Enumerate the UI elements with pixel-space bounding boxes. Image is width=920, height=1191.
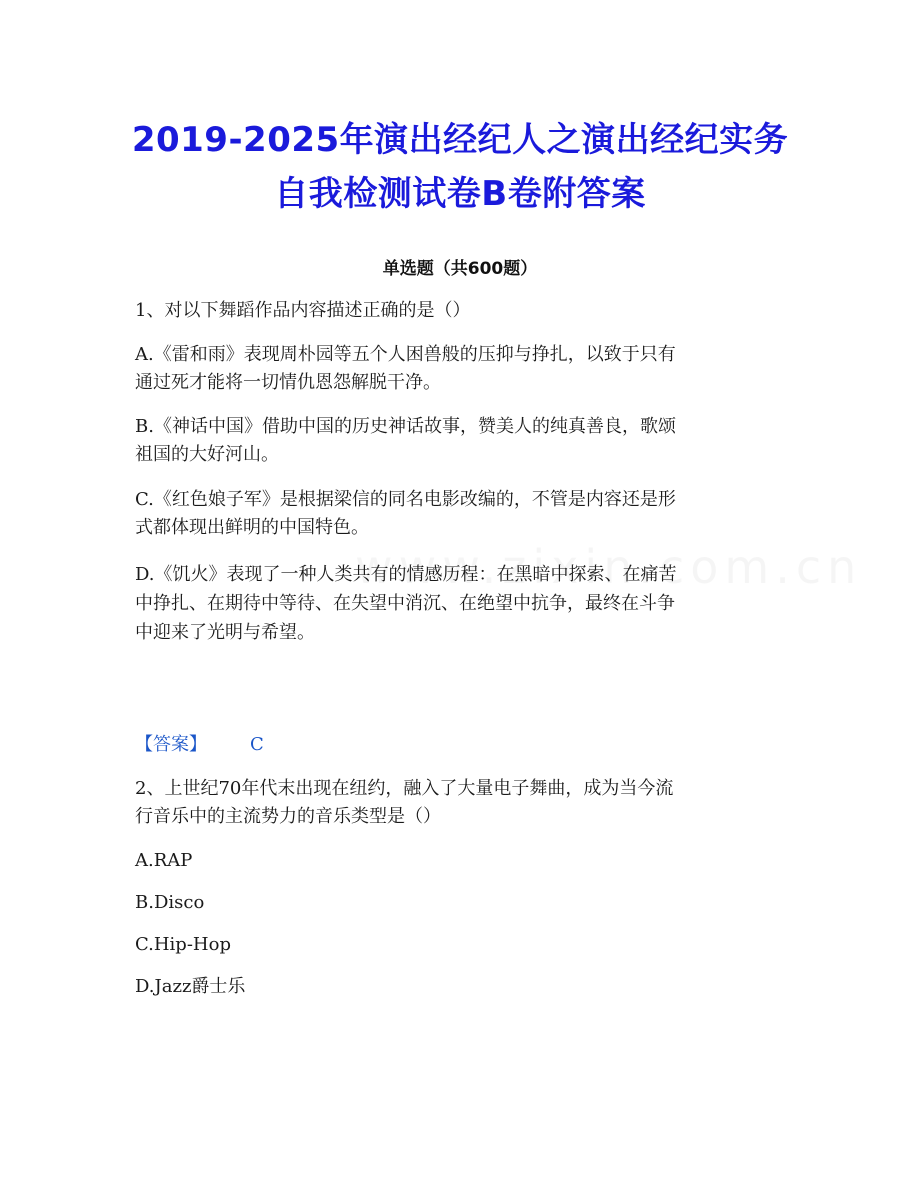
question-2-option-a: A.RAP (135, 850, 193, 871)
question-1-stem: 1、对以下舞蹈作品内容描述正确的是（） (135, 300, 471, 321)
question-1-option-d: D.《饥火》表现了一种人类共有的情感历程：在黑暗中探索、在痛苦 (135, 564, 677, 585)
question-1-option-c-cont: 式都体现出鲜明的中国特色。 (135, 517, 369, 538)
document-title-line-2: 自我检测试卷B卷附答案 (274, 174, 646, 214)
question-2-option-d: D.Jazz爵士乐 (135, 976, 246, 997)
question-2-stem-cont: 行音乐中的主流势力的音乐类型是（） (135, 806, 441, 827)
question-1-option-b: B.《神话中国》借助中国的历史神话故事，赞美人的纯真善良，歌颂 (135, 416, 676, 437)
question-1-option-a: A.《雷和雨》表现周朴园等五个人困兽般的压抑与挣扎，以致于只有 (135, 344, 676, 365)
question-1-option-d-cont-1: 中挣扎、在期待中等待、在失望中消沉、在绝望中抗争，最终在斗争 (135, 593, 675, 614)
document-title-line-1: 2019-2025年演出经纪人之演出经纪实务 (131, 120, 789, 160)
question-2-option-b: B.Disco (135, 892, 205, 913)
section-heading: 单选题（共600题） (382, 259, 538, 279)
answer-value: C (250, 734, 264, 755)
answer-label: 【答案】 (135, 734, 207, 755)
question-2-stem: 2、上世纪70年代末出现在纽约，融入了大量电子舞曲，成为当今流 (135, 778, 674, 799)
question-1-option-c: C.《红色娘子军》是根据梁信的同名电影改编的，不管是内容还是形 (135, 489, 676, 510)
question-1-option-d-cont-2: 中迎来了光明与希望。 (135, 622, 315, 643)
question-1-option-a-cont: 通过死才能将一切情仇恩怨解脱干净。 (135, 372, 441, 393)
question-2-option-c: C.Hip-Hop (135, 934, 231, 955)
question-1-option-b-cont: 祖国的大好河山。 (135, 444, 279, 465)
